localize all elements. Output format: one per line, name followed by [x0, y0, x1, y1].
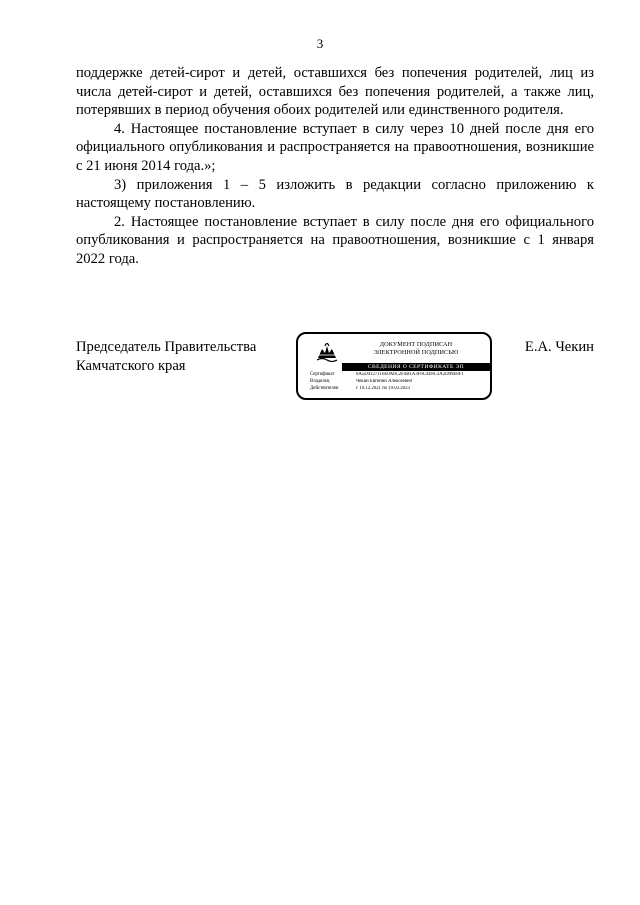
- electronic-signature-stamp: [296, 332, 492, 400]
- stamp-row-validity: [310, 386, 488, 393]
- stamp-row-certificate: [310, 372, 488, 379]
- paragraph-continuation: поддержке детей-сирот и детей, оставшихся без попечения родителей, лиц из числа детей-сирот и детей, оставшихся без попечения родителей, а также лиц, потерявших в период обучения обоих родителей или единственного родителя.: [76, 65, 594, 119]
- signer-name: Е.А. Чекин: [524, 339, 594, 355]
- stamp-row-value: с 19.12.2021 по 19.03.2023: [356, 385, 410, 391]
- stamp-header: [346, 341, 486, 357]
- document-body: [76, 64, 594, 269]
- paragraph-clause-4: 4. Настоящее постановление вступает в силу через 10 дней после дня его официального опубликования и распространяется на правоотношения, возникшие с 21 июня 2014 года.»;: [76, 120, 594, 174]
- stamp-row-value: Чекин Евгений Алексеевич: [356, 378, 412, 384]
- stamp-row-key: Действителен: [310, 385, 339, 391]
- paragraph-item-3: 3) приложения 1 – 5 изложить в редакции согласно приложению к настоящему постановлению.: [76, 176, 594, 212]
- signer-title-line-2: Камчатского края: [76, 357, 186, 374]
- signer-title: [76, 338, 256, 375]
- stamp-header-line-2: ЭЛЕКТРОННОЙ ПОДПИСЬЮ: [373, 349, 459, 356]
- stamp-certificate-details: [310, 372, 488, 392]
- signer-title-line-1: Председатель Правительства: [76, 339, 257, 355]
- stamp-row-value: 0A5D4127116E0A6C2F4B1A3F6C4E8C3A2D09E8F1: [356, 372, 464, 377]
- stamp-row-key: Владелец: [310, 378, 330, 384]
- page-number: 3: [316, 36, 324, 51]
- stamp-row-key: Сертификат: [310, 372, 335, 377]
- kamchatka-coat-of-arms-icon: [316, 340, 338, 362]
- stamp-certificate-band: СВЕДЕНИЯ О СЕРТИФИКАТЕ ЭП: [342, 363, 490, 371]
- stamp-row-owner: [310, 379, 488, 386]
- paragraph-clause-2: 2. Настоящее постановление вступает в силу после дня его официального опубликования и распространяется на правоотношения, возникшие с 1 января 2022 года.: [76, 213, 594, 267]
- stamp-header-line-1: ДОКУМЕНТ ПОДПИСАН: [379, 341, 453, 348]
